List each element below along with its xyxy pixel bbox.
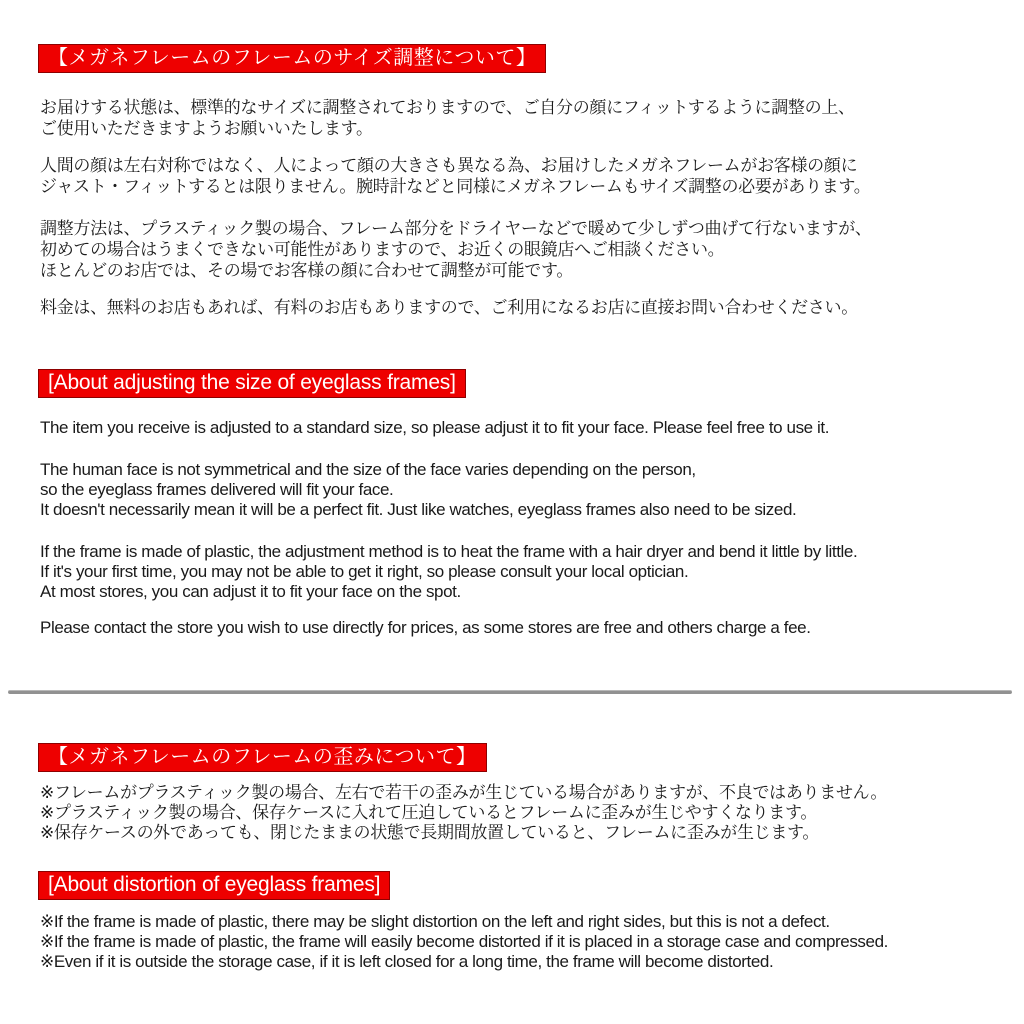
text-line: The human face is not symmetrical and the size of the face varies depending on the person, (40, 460, 696, 479)
paragraph-size-ja-2 (40, 155, 870, 197)
text-line: ※フレームがプラスティック製の場合、左右で若干の歪みが生じている場合がありますが、不良ではありません。 (40, 783, 888, 802)
text-line: so the eyeglass frames delivered will fit your face. (40, 480, 394, 499)
text-line: 調整方法は、プラスティック製の場合、フレーム部分をドライヤーなどで暖めて少しずつ曲げて行ないますが、 (40, 219, 872, 238)
paragraph-distortion-en (40, 912, 888, 972)
heading-size-adjust-en: [About adjusting the size of eyeglass frames] (38, 369, 466, 398)
text-line: 初めての場合はうまくできない可能性がありますので、お近くの眼鏡店へご相談ください。 (40, 240, 725, 259)
paragraph-size-ja-3 (40, 218, 872, 281)
text-line: 料金は、無料のお店もあれば、有料のお店もありますので、ご利用になるお店に直接お問い合わせください。 (40, 298, 858, 317)
text-line: ※If the frame is made of plastic, there may be slight distortion on the left and right sides, but this is not a defect. (40, 912, 830, 931)
text-line: 人間の顔は左右対称ではなく、人によって顔の大きさも異なる為、お届けしたメガネフレームがお客様の顔に (40, 156, 858, 175)
heading-size-adjust-ja: 【メガネフレームのフレームのサイズ調整について】 (38, 44, 546, 73)
text-line: ※プラスティック製の場合、保存ケースに入れて圧迫しているとフレームに歪みが生じやすくなります。 (40, 803, 818, 822)
heading-distortion-en: [About distortion of eyeglass frames] (38, 871, 390, 900)
paragraph-size-en-1 (40, 418, 829, 438)
text-line: Please contact the store you wish to use directly for prices, as some stores are free and others charge a fee. (40, 618, 811, 637)
paragraph-size-ja-1 (40, 97, 855, 139)
text-line: At most stores, you can adjust it to fit your face on the spot. (40, 582, 461, 601)
paragraph-size-en-2 (40, 460, 796, 520)
text-line: ※If the frame is made of plastic, the frame will easily become distorted if it is placed in a storage case and compressed. (40, 932, 888, 951)
text-line: The item you receive is adjusted to a standard size, so please adjust it to fit your face. Please feel free to use it. (40, 418, 830, 437)
paragraph-size-en-4 (40, 618, 811, 638)
heading-distortion-ja: 【メガネフレームのフレームの歪みについて】 (38, 743, 487, 772)
text-line: If it's your first time, you may not be able to get it right, so please consult your local optician. (40, 562, 689, 581)
text-line: ご使用いただきますようお願いいたします。 (40, 119, 373, 138)
section-divider (8, 690, 1012, 694)
text-line: ほとんどのお店では、その場でお客様の顔に合わせて調整が可能です。 (40, 261, 574, 280)
paragraph-size-en-3 (40, 542, 857, 602)
text-line: It doesn't necessarily mean it will be a perfect fit. Just like watches, eyeglass frames also need to be sized. (40, 500, 797, 519)
text-line: ※Even if it is outside the storage case, if it is left closed for a long time, the frame will become distorted. (40, 952, 774, 971)
paragraph-distortion-ja (40, 783, 887, 843)
text-line: ジャスト・フィットするとは限りません。腕時計などと同様にメガネフレームもサイズ調整の必要があります。 (40, 177, 871, 196)
text-line: お届けする状態は、標準的なサイズに調整されておりますので、ご自分の顔にフィットするように調整の上、 (40, 98, 855, 117)
text-line: If the frame is made of plastic, the adjustment method is to heat the frame with a hair dryer and bend it little by little. (40, 542, 858, 561)
paragraph-size-ja-4 (40, 297, 858, 318)
text-line: ※保存ケースの外であっても、閉じたままの状態で長期間放置していると、フレームに歪みが生じます。 (40, 823, 820, 842)
